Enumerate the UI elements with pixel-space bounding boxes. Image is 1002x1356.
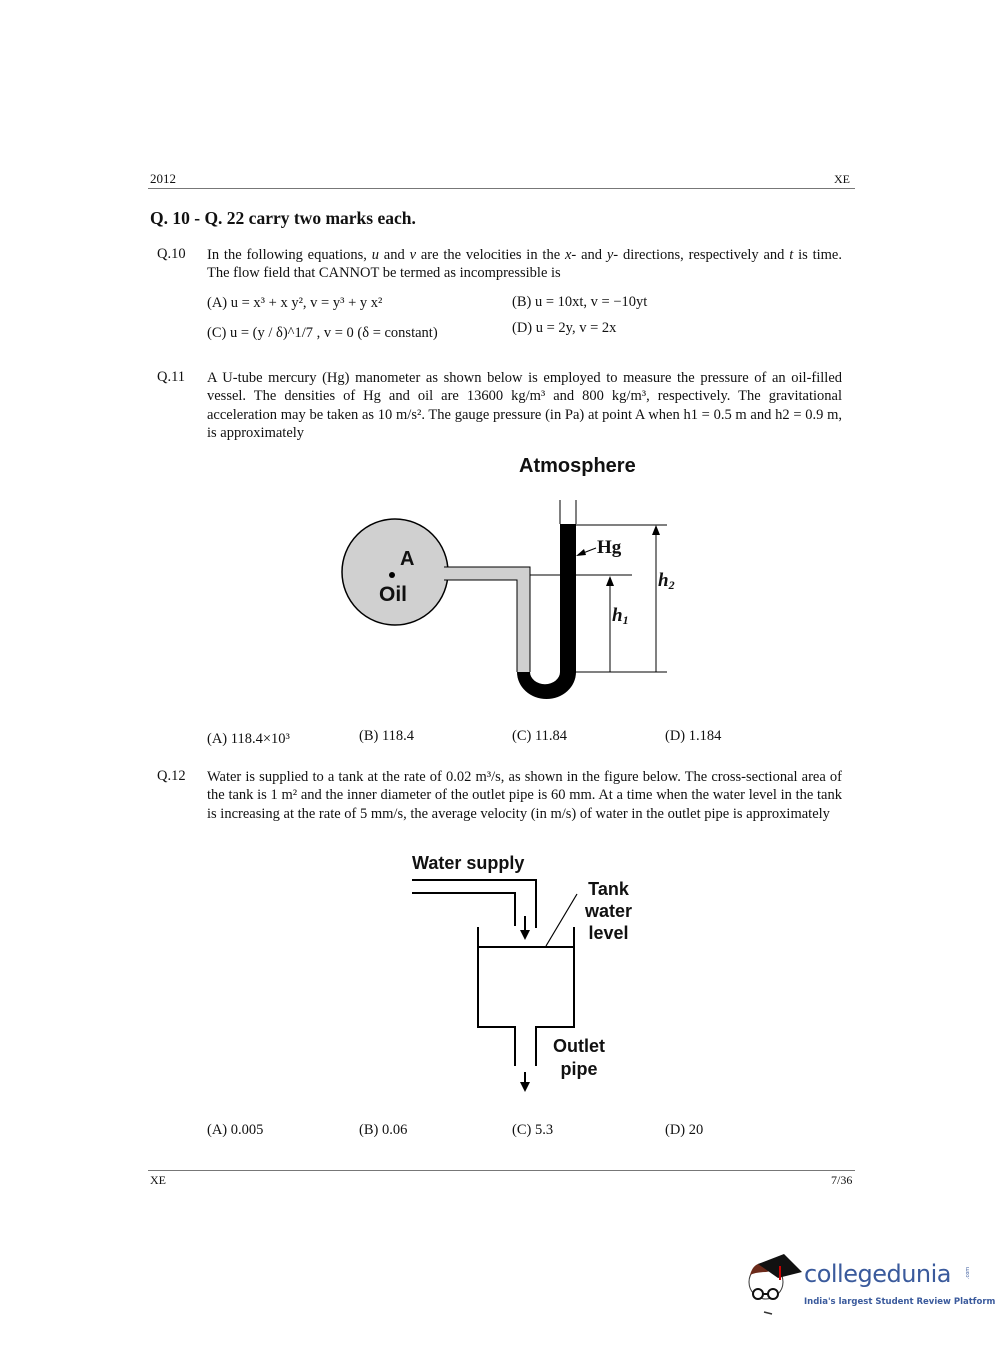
- point-a-label: A: [400, 548, 415, 570]
- collegedunia-logo[interactable]: [744, 1250, 996, 1320]
- q10-text: In the following equations, u and v are the velocities in the x- and y- directions, respectively and t is time. The flow field that CANNOT be termed as incompressible is: [207, 247, 842, 282]
- header-year: 2012: [150, 171, 176, 186]
- outlet-pipe-label: Outlet pipe: [553, 1036, 605, 1079]
- atmosphere-label: Atmosphere: [519, 455, 636, 477]
- q11-option-b[interactable]: (B) 118.4: [359, 728, 415, 744]
- q12-option-c[interactable]: (C) 5.3: [512, 1122, 554, 1138]
- h2-label: $h_2$: [658, 570, 675, 592]
- mascot-icon: [744, 1250, 802, 1316]
- q12-option-b[interactable]: (B) 0.06: [359, 1122, 408, 1138]
- q11-option-c[interactable]: (C) 11.84: [512, 728, 568, 744]
- q11-option-a[interactable]: (A) 118.4×10³: [207, 731, 290, 747]
- q12-option-a[interactable]: (A) 0.005: [207, 1122, 264, 1138]
- q11-number: Q.11: [157, 369, 186, 385]
- q10-option-b[interactable]: (B) u = 10xt, v = −10yt: [512, 294, 648, 310]
- hg-label: Hg: [597, 537, 622, 558]
- water-supply-label: Water supply: [412, 853, 525, 873]
- header-paper: XE: [834, 172, 850, 186]
- logo-tagline: India's largest Student Review Platform: [804, 1297, 996, 1307]
- q11-option-d[interactable]: (D) 1.184: [665, 728, 722, 744]
- q12-text: Water is supplied to a tank at the rate of 0.02 m³/s, as shown in the figure below. The cross-sectional area of the tank is 1 m² and the inner diameter of the outlet pipe is 60 mm. At a time when the water level in the tank is increasing at the rate of 5 mm/s, the average velocity (in m/s) of water in the outlet pipe is approximately: [207, 769, 842, 822]
- q10-option-c[interactable]: (C) u = (y / δ)^1/7 , v = 0 (δ = constant): [207, 325, 438, 341]
- logo-brand: collegedunia: [804, 1260, 952, 1288]
- tank-level-label: Tank water level: [585, 879, 633, 943]
- logo-suffix: .com: [965, 1266, 972, 1280]
- oil-label: Oil: [379, 583, 408, 606]
- footer-rule: [148, 1170, 855, 1171]
- section-title: Q. 10 - Q. 22 carry two marks each.: [150, 208, 416, 228]
- h1-label: $h_1$: [612, 605, 629, 627]
- q12-number: Q.12: [157, 768, 186, 784]
- q11-text: A U-tube mercury (Hg) manometer as shown below is employed to measure the pressure of an oil-filled vessel. The densities of Hg and oil are 13600 kg/m³ and 800 kg/m³, respectively. The gravitational acceleration may be taken as 10 m/s². The gauge pressure (in Pa) at point A when h1 = 0.5 m and h2 = 0.9 m, is approximately: [207, 370, 842, 441]
- footer-paper: XE: [150, 1173, 166, 1187]
- q12-option-d[interactable]: (D) 20: [665, 1122, 704, 1138]
- q10-option-d[interactable]: (D) u = 2y, v = 2x: [512, 320, 617, 336]
- q10-option-a[interactable]: (A) u = x³ + x y², v = y³ + y x²: [207, 295, 383, 311]
- footer-page: 7/36: [831, 1173, 853, 1187]
- q10-number: Q.10: [157, 246, 186, 262]
